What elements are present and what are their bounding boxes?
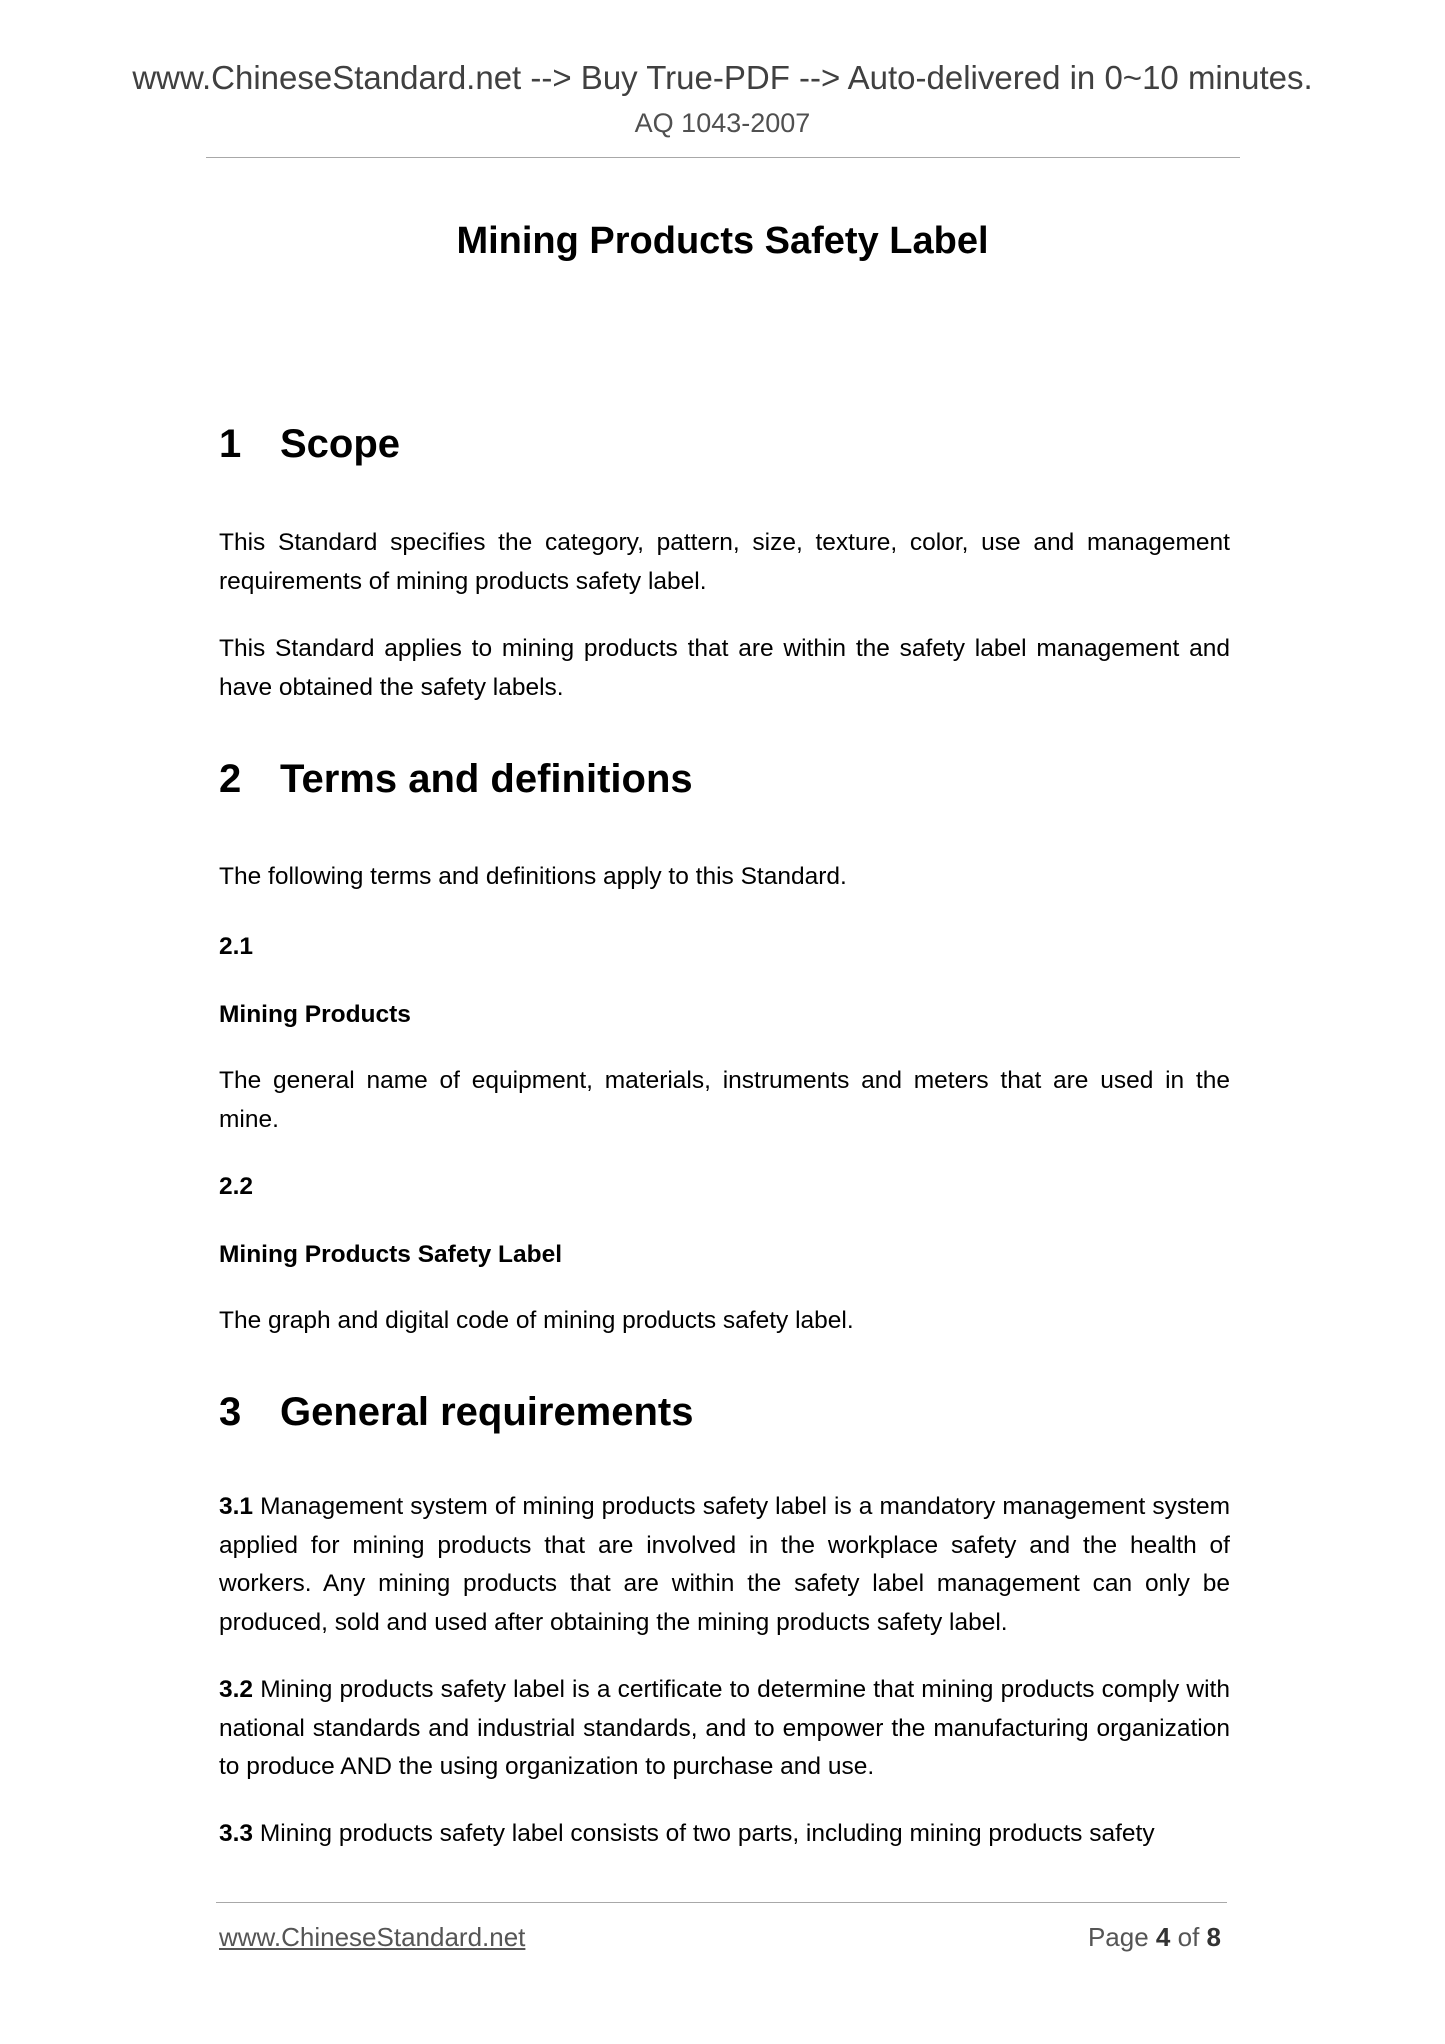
header-divider <box>206 157 1240 158</box>
section-title: General requirements <box>280 1390 694 1434</box>
term-number: 2.2 <box>219 1173 254 1200</box>
clause-number: 3.3 <box>219 1820 254 1847</box>
term-definition: The graph and digital code of mining products safety label. <box>219 1307 854 1334</box>
term-title: Mining Products Safety Label <box>219 1241 563 1268</box>
section-number: 1 <box>219 422 242 466</box>
clause-3-2 <box>219 1671 1230 1787</box>
clause-3-3 <box>219 1815 1230 1854</box>
paragraph: This Standard applies to mining products that are within the safety label management and have obtained the safety labels. <box>219 635 1230 701</box>
clause-text: Mining products safety label is a certificate to determine that mining products comply with national standards and industrial standards, and to empower the manufacturing organization to produce AND the using organization to purchase and use. <box>219 1676 1230 1780</box>
term-definition: The general name of equipment, materials, instruments and meters that are used in the mine. <box>219 1067 1230 1133</box>
paragraph: This Standard specifies the category, pattern, size, texture, color, use and management requirements of mining products safety label. <box>219 529 1230 595</box>
page-of: of <box>1177 1922 1200 1952</box>
footer-website-link[interactable]: www.ChineseStandard.net <box>219 1922 526 1952</box>
page-total: 8 <box>1206 1922 1221 1952</box>
paragraph: The following terms and definitions apply to this Standard. <box>219 863 847 890</box>
section-heading-general <box>219 1388 694 1436</box>
term-title: Mining Products <box>219 1001 411 1028</box>
page-label: Page <box>1087 1922 1149 1952</box>
clause-text: Mining products safety label consists of two parts, including mining products safety <box>259 1820 1155 1847</box>
page-current: 4 <box>1155 1922 1171 1952</box>
section-title: Terms and definitions <box>280 757 693 801</box>
footer-divider <box>216 1902 1227 1903</box>
page-title: Mining Products Safety Label <box>456 220 989 262</box>
section-title: Scope <box>280 422 401 466</box>
page-indicator <box>1088 1921 1221 1953</box>
term-number: 2.1 <box>219 933 254 960</box>
clause-3-1 <box>219 1488 1230 1642</box>
section-heading-terms <box>219 755 693 803</box>
document-number: AQ 1043-2007 <box>634 108 811 138</box>
section-heading-scope <box>219 420 400 468</box>
clause-number: 3.1 <box>219 1493 254 1520</box>
section-number: 3 <box>219 1390 242 1434</box>
header-banner: www.ChineseStandard.net --> Buy True-PDF --> Auto-delivered in 0~10 minutes. <box>132 59 1313 96</box>
clause-text: Management system of mining products safety label is a mandatory management system applied for mining products that are involved in the workplace safety and the health of workers. Any mining products that are within the safety label management can only be produced, sold and used after obtaining the mining products safety label. <box>219 1493 1231 1636</box>
clause-number: 3.2 <box>219 1676 254 1703</box>
section-number: 2 <box>219 757 242 801</box>
